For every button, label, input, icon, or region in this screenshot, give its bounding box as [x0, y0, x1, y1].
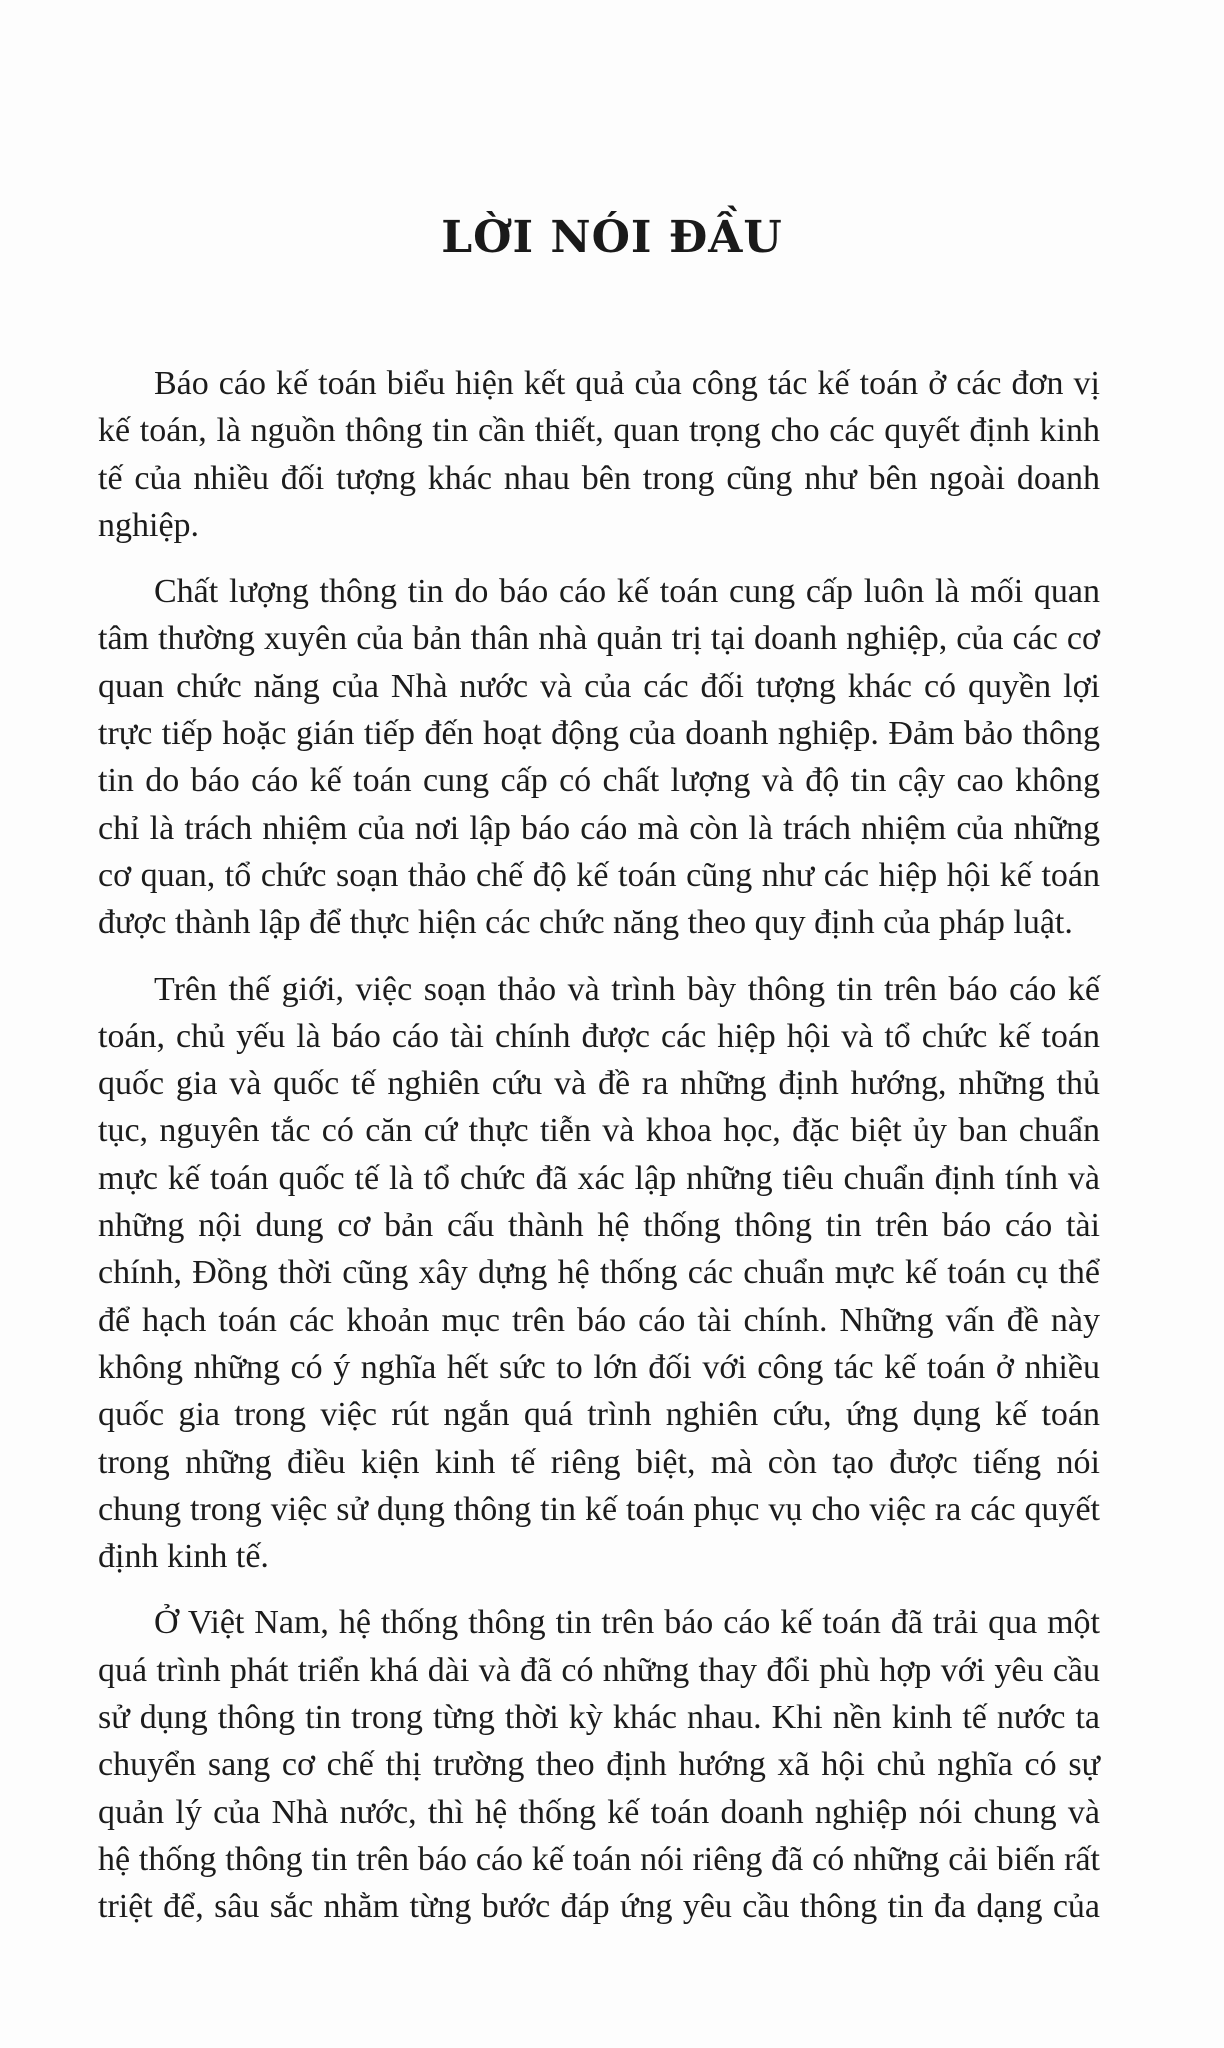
- body-text: [98, 360, 1100, 1950]
- paragraph-2: Chất lượng thông tin do báo cáo kế toán cung cấp luôn là mối quan tâm thường xuyên của bản thân nhà quản trị tại doanh nghiệp, của các cơ quan chức năng của Nhà nước và của các đối tượng khác có quyền lợi trực tiếp hoặc gián tiếp đến hoạt động của doanh nghiệp. Đảm bảo thông tin do báo cáo kế toán cung cấp có chất lượng và độ tin cậy cao không chỉ là trách nhiệm của nơi lập báo cáo mà còn là trách nhiệm của những cơ quan, tổ chức soạn thảo chế độ kế toán cũng như các hiệp hội kế toán được thành lập để thực hiện các chức năng theo quy định của pháp luật.: [98, 573, 1100, 942]
- paragraph-1: Báo cáo kế toán biểu hiện kết quả của công tác kế toán ở các đơn vị kế toán, là nguồn thông tin cần thiết, quan trọng cho các quyết định kinh tế của nhiều đối tượng khác nhau bên trong cũng như bên ngoài doanh nghiệp.: [98, 365, 1100, 544]
- paragraph-4: Ở Việt Nam, hệ thống thông tin trên báo cáo kế toán đã trải qua một quá trình phát triển khá dài và đã có những thay đổi phù hợp với yêu cầu sử dụng thông tin trong từng thời kỳ khác nhau. Khi nền kinh tế nước ta chuyển sang cơ chế thị trường theo định hướng xã hội chủ nghĩa có sự quản lý của Nhà nước, thì hệ thống kế toán doanh nghiệp nói chung và hệ thống thông tin trên báo cáo kế toán nói riêng đã có những cải biến rất triệt để, sâu sắc nhằm từng bước đáp ứng yêu cầu thông tin đa dạng của: [98, 1604, 1100, 1926]
- page-title: LỜI NÓI ĐẦU: [441, 212, 783, 263]
- paragraph-3: Trên thế giới, việc soạn thảo và trình bày thông tin trên báo cáo kế toán, chủ yếu là báo cáo tài chính được các hiệp hội và tổ chức kế toán quốc gia và quốc tế nghiên cứu và đề ra những định hướng, những thủ tục, nguyên tắc có căn cứ thực tiễn và khoa học, đặc biệt ủy ban chuẩn mực kế toán quốc tế là tổ chức đã xác lập những tiêu chuẩn định tính và những nội dung cơ bản cấu thành hệ thống thông tin trên báo cáo tài chính, Đồng thời cũng xây dựng hệ thống các chuẩn mực kế toán cụ thể để hạch toán các khoản mục trên báo cáo tài chính. Những vấn đề này không những có ý nghĩa hết sức to lớn đối với công tác kế toán ở nhiều quốc gia trong việc rút ngắn quá trình nghiên cứu, ứng dụng kế toán trong những điều kiện kinh tế riêng biệt, mà còn tạo được tiếng nói chung trong việc sử dụng thông tin kế toán phục vụ cho việc ra các quyết định kinh tế.: [98, 970, 1100, 1576]
